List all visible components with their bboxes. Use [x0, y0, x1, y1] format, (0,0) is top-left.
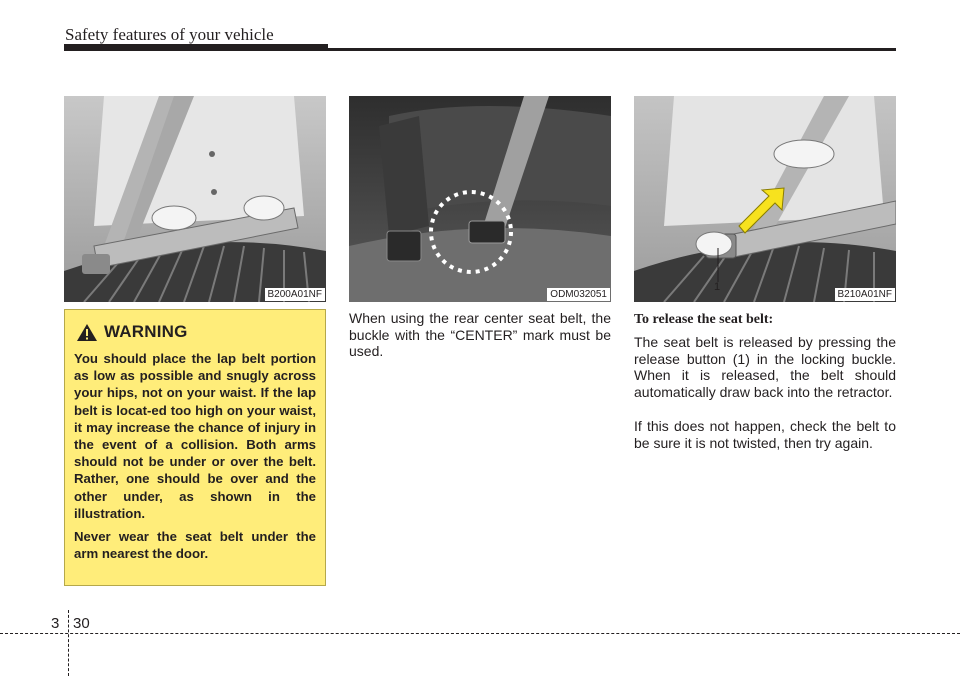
release-heading: To release the seat belt:	[634, 312, 774, 327]
chapter-number: 3	[51, 615, 60, 632]
section-title: Safety features of your vehicle	[65, 25, 274, 44]
figure-code: ODM032051	[547, 288, 610, 301]
warning-paragraph: Never wear the seat belt under the arm nearest the door.	[74, 529, 316, 562]
center-belt-text: When using the rear center seat belt, the buckle with the “CENTER” mark must be used.	[349, 310, 611, 360]
release-paragraph: The seat belt is released by pressing the release button (1) in the locking buckle. When it is released, the belt should automatically draw back into the retractor.	[634, 334, 896, 400]
center-buckle-illustration	[349, 96, 611, 302]
release-belt-illustration	[634, 96, 896, 302]
lap-belt-illustration	[64, 96, 326, 302]
warning-paragraph: You should place the lap belt portion as low as possible and snugly across your hips, not on your waist. If the lap belt is locat-ed too high on your waist, it may increase the chance of injury in the event of a collision. Both arms should not be under or over the belt. Rather, one should be over and the other under, as shown in the illustration.	[74, 351, 316, 521]
footer-divider	[68, 610, 69, 676]
footer-rule	[0, 633, 960, 634]
figure-code: B210A01NF	[835, 288, 895, 301]
warning-title: WARNING	[104, 322, 188, 341]
release-button-callout: 1	[714, 281, 721, 293]
figure-lap-belt	[64, 96, 326, 302]
warning-triangle-icon	[76, 323, 98, 342]
figure-release-belt	[634, 96, 896, 302]
release-paragraph: If this does not happen, check the belt to be sure it is not twisted, then try again.	[634, 418, 896, 451]
figure-center-buckle	[349, 96, 611, 302]
figure-code: B200A01NF	[265, 288, 325, 301]
page-number: 30	[73, 615, 90, 632]
header-rule	[64, 48, 896, 51]
warning-box	[64, 309, 326, 586]
